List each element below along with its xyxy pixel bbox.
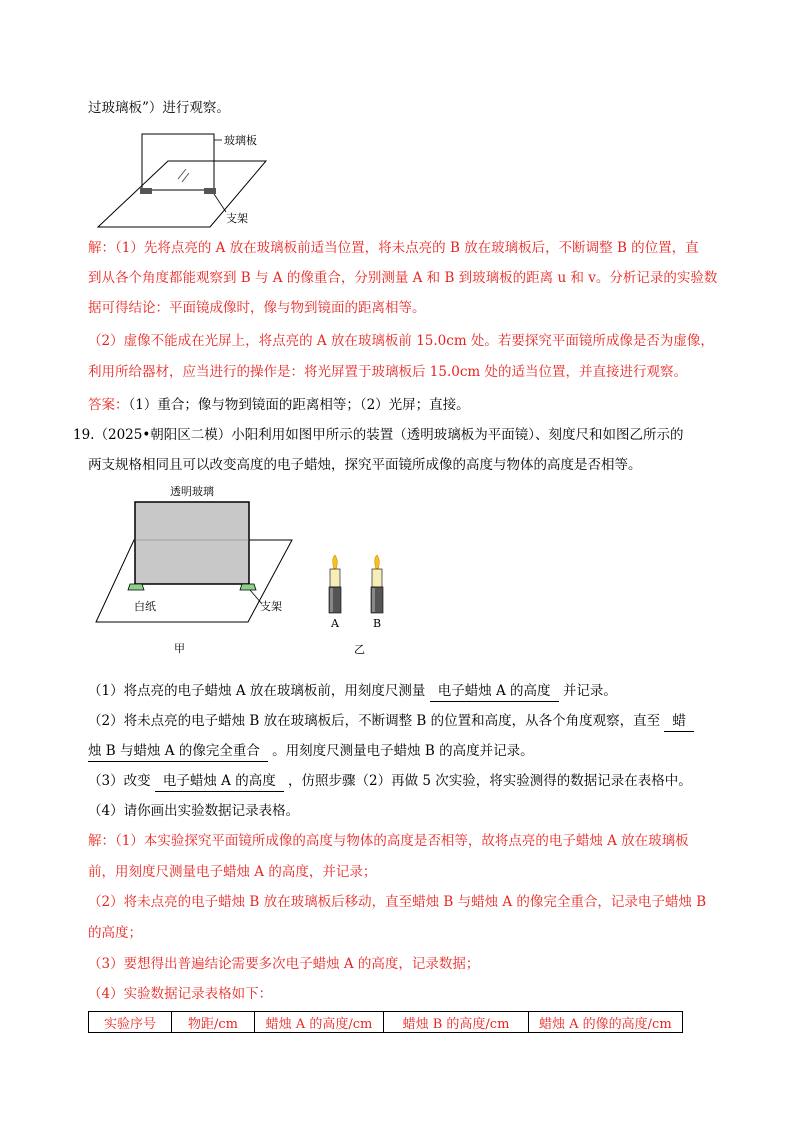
fill-in-answer: 蜡 — [664, 711, 694, 732]
figure-glass-plate — [88, 124, 308, 236]
step-text: 。用刻度尺测量电子蜡烛 B 的高度并记录。 — [272, 743, 534, 759]
transparent-glass-diagram — [90, 480, 300, 655]
glass-plate-diagram — [88, 124, 308, 236]
fill-in-answer: 烛 B 与蜡烛 A 的像完全重合 — [88, 741, 268, 762]
continued-text: 过玻璃板”）进行观察。 — [88, 100, 230, 116]
table-header-cell: 蜡烛 A 的高度/cm — [255, 1012, 384, 1033]
step-3 — [88, 771, 692, 792]
glass-plate-label: 玻璃板 — [224, 134, 257, 147]
solution-line: 据可得结论：平面镜成像时，像与物到镜面的距离相等。 — [88, 300, 426, 316]
transparent-glass-label: 透明玻璃 — [170, 485, 214, 498]
step-text: 并记录。 — [562, 683, 617, 699]
table-header-row — [89, 1012, 683, 1033]
question-stem: （2025•朝阳区二模）小阳利用如图甲所示的装置（透明玻璃板为平面镜）、刻度尺和如图乙所示的 — [94, 427, 684, 443]
solution-line: 利用所给器材，应当进行的操作是：将光屏置于玻璃板后 15.0cm 处的适当位置，并直接进行观察。 — [88, 364, 688, 380]
solution-line: 的高度； — [88, 925, 142, 941]
table-header-cell: 蜡烛 B 的高度/cm — [384, 1012, 529, 1033]
step-text: （2）将未点亮的电子蜡烛 B 放在玻璃板后，不断调整 B 的位置和高度，从各个角度观察，直至 — [88, 713, 661, 729]
answer-line — [88, 395, 470, 415]
step-text: （3）改变 — [88, 773, 151, 789]
solution-line: 到从各个角度都能观察到 B 与 A 的像重合，分别测量 A 和 B 到玻璃板的距离 u 和 v。分析记录的实验数 — [88, 270, 718, 286]
solution-line: （2）虚像不能成在光屏上，将点亮的 A 放在玻璃板前 15.0cm 处。若要探究平面镜所成像是否为虚像， — [88, 333, 714, 349]
step-1 — [88, 681, 617, 702]
candle-a-label: A — [331, 617, 339, 630]
step-2 — [88, 711, 694, 732]
fill-in-answer: 电子蜡烛 A 的高度 — [155, 771, 284, 792]
stand-label: 支架 — [226, 212, 248, 225]
step-2-cont — [88, 741, 534, 762]
electronic-candles-diagram — [320, 555, 400, 625]
figure-caption-yi: 乙 — [354, 643, 365, 656]
step-text: ，仿照步骤（2）再做 5 次实验，将实验测得的数据记录在表格中。 — [288, 773, 692, 789]
white-paper-label: 白纸 — [134, 600, 156, 613]
stand-label: 支架 — [260, 600, 282, 613]
candle-a-icon — [329, 555, 341, 613]
question-stem-line: 两支规格相同且可以改变高度的电子蜡烛，探究平面镜所成像的高度与物体的高度是否相等。 — [88, 457, 642, 473]
fill-in-answer: 电子蜡烛 A 的高度 — [430, 681, 559, 702]
candle-b-label: B — [373, 617, 382, 630]
question-number: 19. — [73, 427, 95, 443]
step-4: （4）请你画出实验数据记录表格。 — [88, 803, 300, 819]
figure-yi — [320, 555, 400, 660]
solution-line: 解：（1）先将点亮的 A 放在玻璃板前适当位置，将未点亮的 B 放在玻璃板后，不断调整 B 的位置，直 — [88, 240, 699, 256]
candle-b-icon — [371, 555, 383, 613]
solution-line: （2）将未点亮的电子蜡烛 B 放在玻璃板后移动，直至蜡烛 B 与蜡烛 A 的像完全重合，记录电子蜡烛 B — [88, 894, 707, 910]
solution-line: 解：（1）本实验探究平面镜所成像的高度与物体的高度是否相等，故将点亮的电子蜡烛 A 放在玻璃板 — [88, 833, 689, 849]
table-header-cell: 蜡烛 A 的像的高度/cm — [529, 1012, 683, 1033]
question-19-stem — [73, 425, 684, 445]
figure-jia — [90, 480, 300, 655]
solution-line: （3）要想得出普遍结论需要多次电子蜡烛 A 的高度，记录数据； — [88, 956, 480, 972]
table-header-cell: 实验序号 — [89, 1012, 172, 1033]
table-header-cell: 物距/cm — [172, 1012, 255, 1033]
answer-text: （1）重合；像与物到镜面的距离相等；（2）光屏；直接。 — [128, 397, 470, 413]
figure-caption-jia: 甲 — [174, 642, 185, 655]
step-text: （1）将点亮的电子蜡烛 A 放在玻璃板前，用刻度尺测量 — [88, 683, 426, 699]
data-record-table — [88, 1011, 683, 1033]
solution-line: （4）实验数据记录表格如下： — [88, 986, 273, 1002]
solution-line: 前，用刻度尺测量电子蜡烛 A 的高度，并记录； — [88, 864, 377, 880]
answer-label: 答案： — [88, 397, 129, 413]
